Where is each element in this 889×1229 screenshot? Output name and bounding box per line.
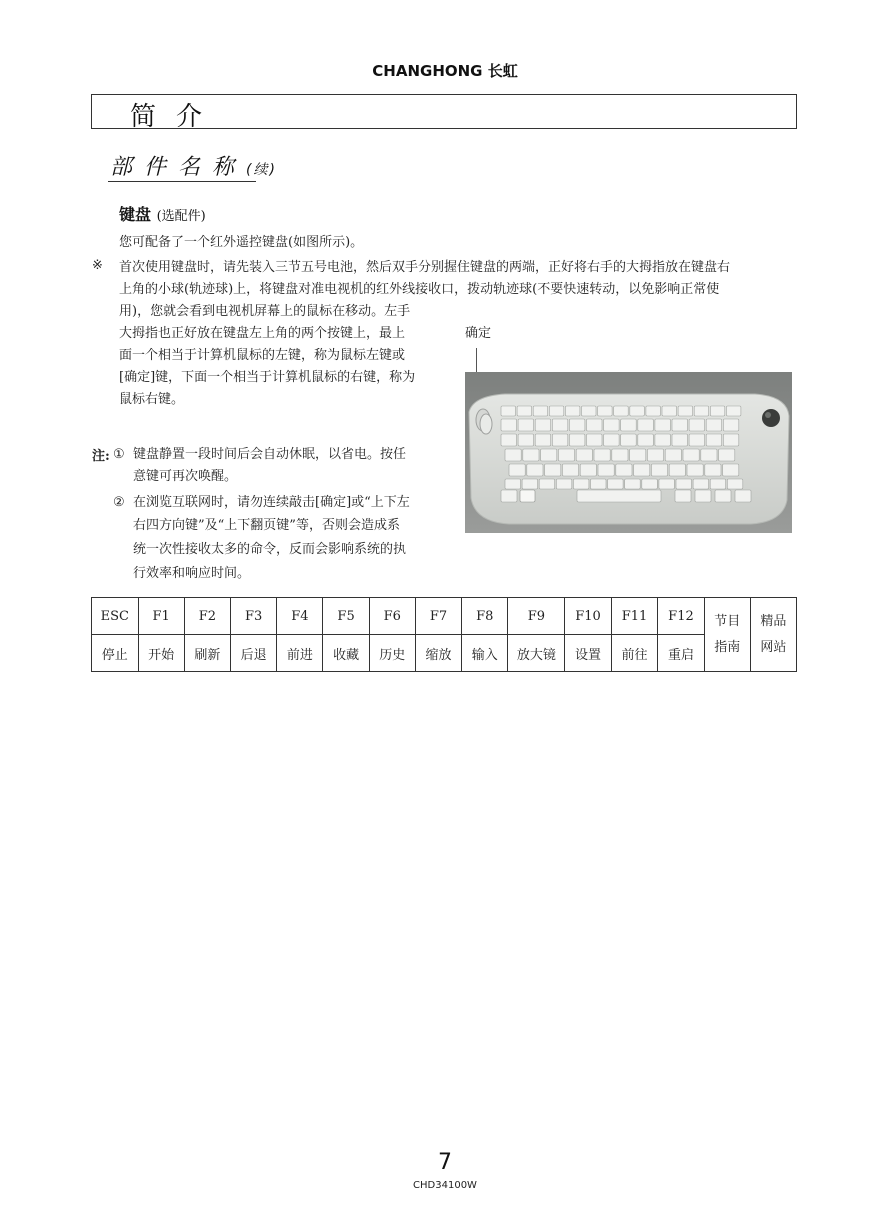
key-function-table (91, 597, 797, 672)
keyboard-key (569, 434, 585, 446)
keyboard-key (549, 406, 564, 416)
keyboard-key (598, 406, 613, 416)
section-heading-text: 部件名称 (110, 155, 247, 180)
key-cell: ESC (92, 598, 139, 635)
keyboard-key (676, 479, 692, 489)
keyboard-key (655, 434, 671, 446)
keyboard-key (723, 419, 739, 431)
note-1-line-2: 意键可再次唤醒。 (133, 469, 238, 484)
note-2-mark: ② (113, 495, 125, 510)
keyboard-key (634, 464, 650, 476)
function-cell: 前往 (611, 635, 657, 672)
keyboard-key (638, 419, 654, 431)
keyboard-key (675, 490, 691, 502)
bullet-line-6: [确定]键，下面一个相当于计算机鼠标的右键，称为 (119, 370, 416, 385)
function-cell: 输入 (462, 635, 508, 672)
keyboard-key (719, 449, 735, 461)
function-cell: 前进 (277, 635, 323, 672)
keyboard-key (523, 449, 539, 461)
bullet-line-3: 用)，您就会看到电视机屏幕上的鼠标在移动。左手 (119, 304, 411, 319)
keyboard-key (501, 419, 517, 431)
keyboard-key (569, 419, 585, 431)
keyboard-key (517, 406, 532, 416)
keyboard-key (706, 419, 722, 431)
key-cell: F4 (277, 598, 323, 635)
cell-line: 网站 (760, 639, 787, 655)
function-cell: 开始 (138, 635, 184, 672)
keyboard-key (701, 449, 717, 461)
keyboard-key (576, 449, 592, 461)
keyboard-key (705, 464, 721, 476)
function-cell: 后退 (230, 635, 276, 672)
keyboard-key (539, 479, 555, 489)
keyboard-key (669, 464, 685, 476)
keyboard-key (630, 406, 645, 416)
function-cell: 缩放 (415, 635, 461, 672)
keyboard-key (587, 434, 603, 446)
function-cell: 设置 (565, 635, 611, 672)
keyboard-key (710, 406, 725, 416)
page-title: 简介 (130, 102, 223, 132)
keyboard-key (715, 490, 731, 502)
keyboard-key (726, 406, 741, 416)
cell-line: 指南 (714, 639, 741, 655)
keyboard-key (672, 434, 688, 446)
keyboard-key (522, 479, 538, 489)
note-2-line-3: 统一次性接收太多的命令，反而会影响系统的执 (133, 542, 407, 557)
keyboard-key (614, 406, 629, 416)
keyboard-key (527, 464, 543, 476)
keyboard-key (693, 479, 709, 489)
subsection-title: 键盘 (119, 205, 152, 224)
keyboard-key (638, 434, 654, 446)
function-cell: 放大镜 (508, 635, 565, 672)
keyboard-key (678, 406, 693, 416)
bullet-mark: ※ (92, 258, 103, 273)
keyboard-key (651, 464, 667, 476)
key-cell: F2 (184, 598, 230, 635)
keyboard-key (694, 406, 709, 416)
bullet-line-4: 大拇指也正好放在键盘左上角的两个按键上，最上 (119, 326, 406, 341)
cell-line: 节目 (714, 613, 741, 629)
keyboard-key (509, 464, 525, 476)
keyboard-key (727, 479, 743, 489)
bullet-line-1: 首次使用键盘时，请先装入三节五号电池，然后双手分别握住键盘的两端，正好将右手的大拇指放在键盘右 (119, 260, 731, 275)
keyboard-key (687, 464, 703, 476)
keyboard-key (594, 449, 610, 461)
function-cell: 收藏 (323, 635, 369, 672)
keyboard-key (655, 419, 671, 431)
keyboard-key (587, 419, 603, 431)
keyboard-key (582, 406, 597, 416)
function-cell: 刷新 (184, 635, 230, 672)
note-label: 注: (92, 449, 110, 464)
key-cell: F10 (565, 598, 611, 635)
keyboard-key (562, 464, 578, 476)
keyboard-key (598, 464, 614, 476)
keyboard-key (552, 419, 568, 431)
key-cell: F1 (138, 598, 184, 635)
key-row (92, 598, 797, 635)
keyboard-key (604, 419, 620, 431)
key-cell: F11 (611, 598, 657, 635)
key-cell: F7 (415, 598, 461, 635)
featured-sites-cell (750, 598, 796, 672)
function-cell: 停止 (92, 635, 139, 672)
keyboard-photo (465, 372, 792, 533)
key-cell: F6 (369, 598, 415, 635)
keyboard-key (689, 434, 705, 446)
keyboard-key (662, 406, 677, 416)
key-cell: F12 (658, 598, 704, 635)
keyboard-key (535, 434, 551, 446)
key-cell: F9 (508, 598, 565, 635)
bullet-line-7: 鼠标右键。 (119, 392, 185, 407)
keyboard-illustration (465, 372, 792, 533)
keyboard-key (556, 479, 572, 489)
keyboard-key (518, 434, 534, 446)
subsection-note: (选配件) (156, 209, 206, 224)
note-2-line-4: 行效率和响应时间。 (133, 566, 251, 581)
keyboard-key (501, 434, 517, 446)
keyboard-key (706, 434, 722, 446)
keyboard-key (665, 449, 681, 461)
keyboard-key (723, 464, 739, 476)
note-1-mark: ① (113, 447, 125, 462)
keyboard-key (580, 464, 596, 476)
brand-logo: CHANGHONG 长虹 (372, 62, 518, 80)
keyboard-key (646, 406, 661, 416)
keyboard-key (558, 449, 574, 461)
section-heading (110, 150, 277, 181)
keyboard-key (647, 449, 663, 461)
program-guide-cell (704, 598, 750, 672)
keyboard-key (672, 419, 688, 431)
keyboard-key (501, 406, 516, 416)
keyboard-key (630, 449, 646, 461)
bullet-line-2: 上角的小球(轨迹球)上，将键盘对准电视机的红外线接收口，拨动轨迹球(不要快速转动，以免影响正常使 (119, 282, 720, 297)
title-box (91, 94, 797, 132)
keyboard-key (642, 479, 658, 489)
function-row (92, 635, 797, 672)
function-cell: 重启 (658, 635, 704, 672)
keyboard-key (625, 479, 641, 489)
subsection-heading (119, 202, 206, 225)
keyboard-key (535, 419, 551, 431)
bullet-line-5: 面一个相当于计算机鼠标的左键，称为鼠标左键或 (119, 348, 406, 363)
document-code: CHD34100W (413, 1180, 477, 1191)
keyboard-key (621, 434, 637, 446)
keyboard-key (518, 419, 534, 431)
intro-text: 您可配备了一个红外遥控键盘(如图所示)。 (119, 235, 364, 250)
keyboard-key (552, 434, 568, 446)
cell-line: 精品 (760, 613, 787, 629)
keyboard-key (695, 490, 711, 502)
figure-callout: 确定 (465, 326, 492, 341)
keyboard-key (591, 479, 607, 489)
keyboard-key (573, 479, 589, 489)
keyboard-key (533, 406, 548, 416)
keyboard-key (683, 449, 699, 461)
section-heading-suffix: (续) (246, 162, 277, 178)
keyboard-key (735, 490, 751, 502)
note-2-line-2: 右四方向键”及“上下翻页键”等，否则会造成系 (133, 518, 400, 533)
keyboard-key (621, 419, 637, 431)
note-1-line-1: 键盘静置一段时间后会自动休眠，以省电。按任 (133, 447, 407, 462)
section-underline (108, 181, 256, 182)
keyboard-key (545, 464, 561, 476)
keyboard-key (608, 479, 624, 489)
keyboard-key (565, 406, 580, 416)
keyboard-key (604, 434, 620, 446)
keyboard-key (541, 449, 557, 461)
function-cell: 历史 (369, 635, 415, 672)
keyboard-key (689, 419, 705, 431)
key-cell: F8 (462, 598, 508, 635)
keyboard-key (616, 464, 632, 476)
keyboard-key (505, 449, 521, 461)
keyboard-key (501, 490, 517, 502)
keyboard-key (710, 479, 726, 489)
note-2-line-1: 在浏览互联网时，请勿连续敲击[确定]或“上下左 (133, 495, 410, 510)
key-cell: F5 (323, 598, 369, 635)
keyboard-key (505, 479, 521, 489)
keyboard-key (659, 479, 675, 489)
keyboard-key (612, 449, 628, 461)
keyboard-key (723, 434, 739, 446)
page-number: 7 (438, 1150, 452, 1175)
key-cell: F3 (230, 598, 276, 635)
